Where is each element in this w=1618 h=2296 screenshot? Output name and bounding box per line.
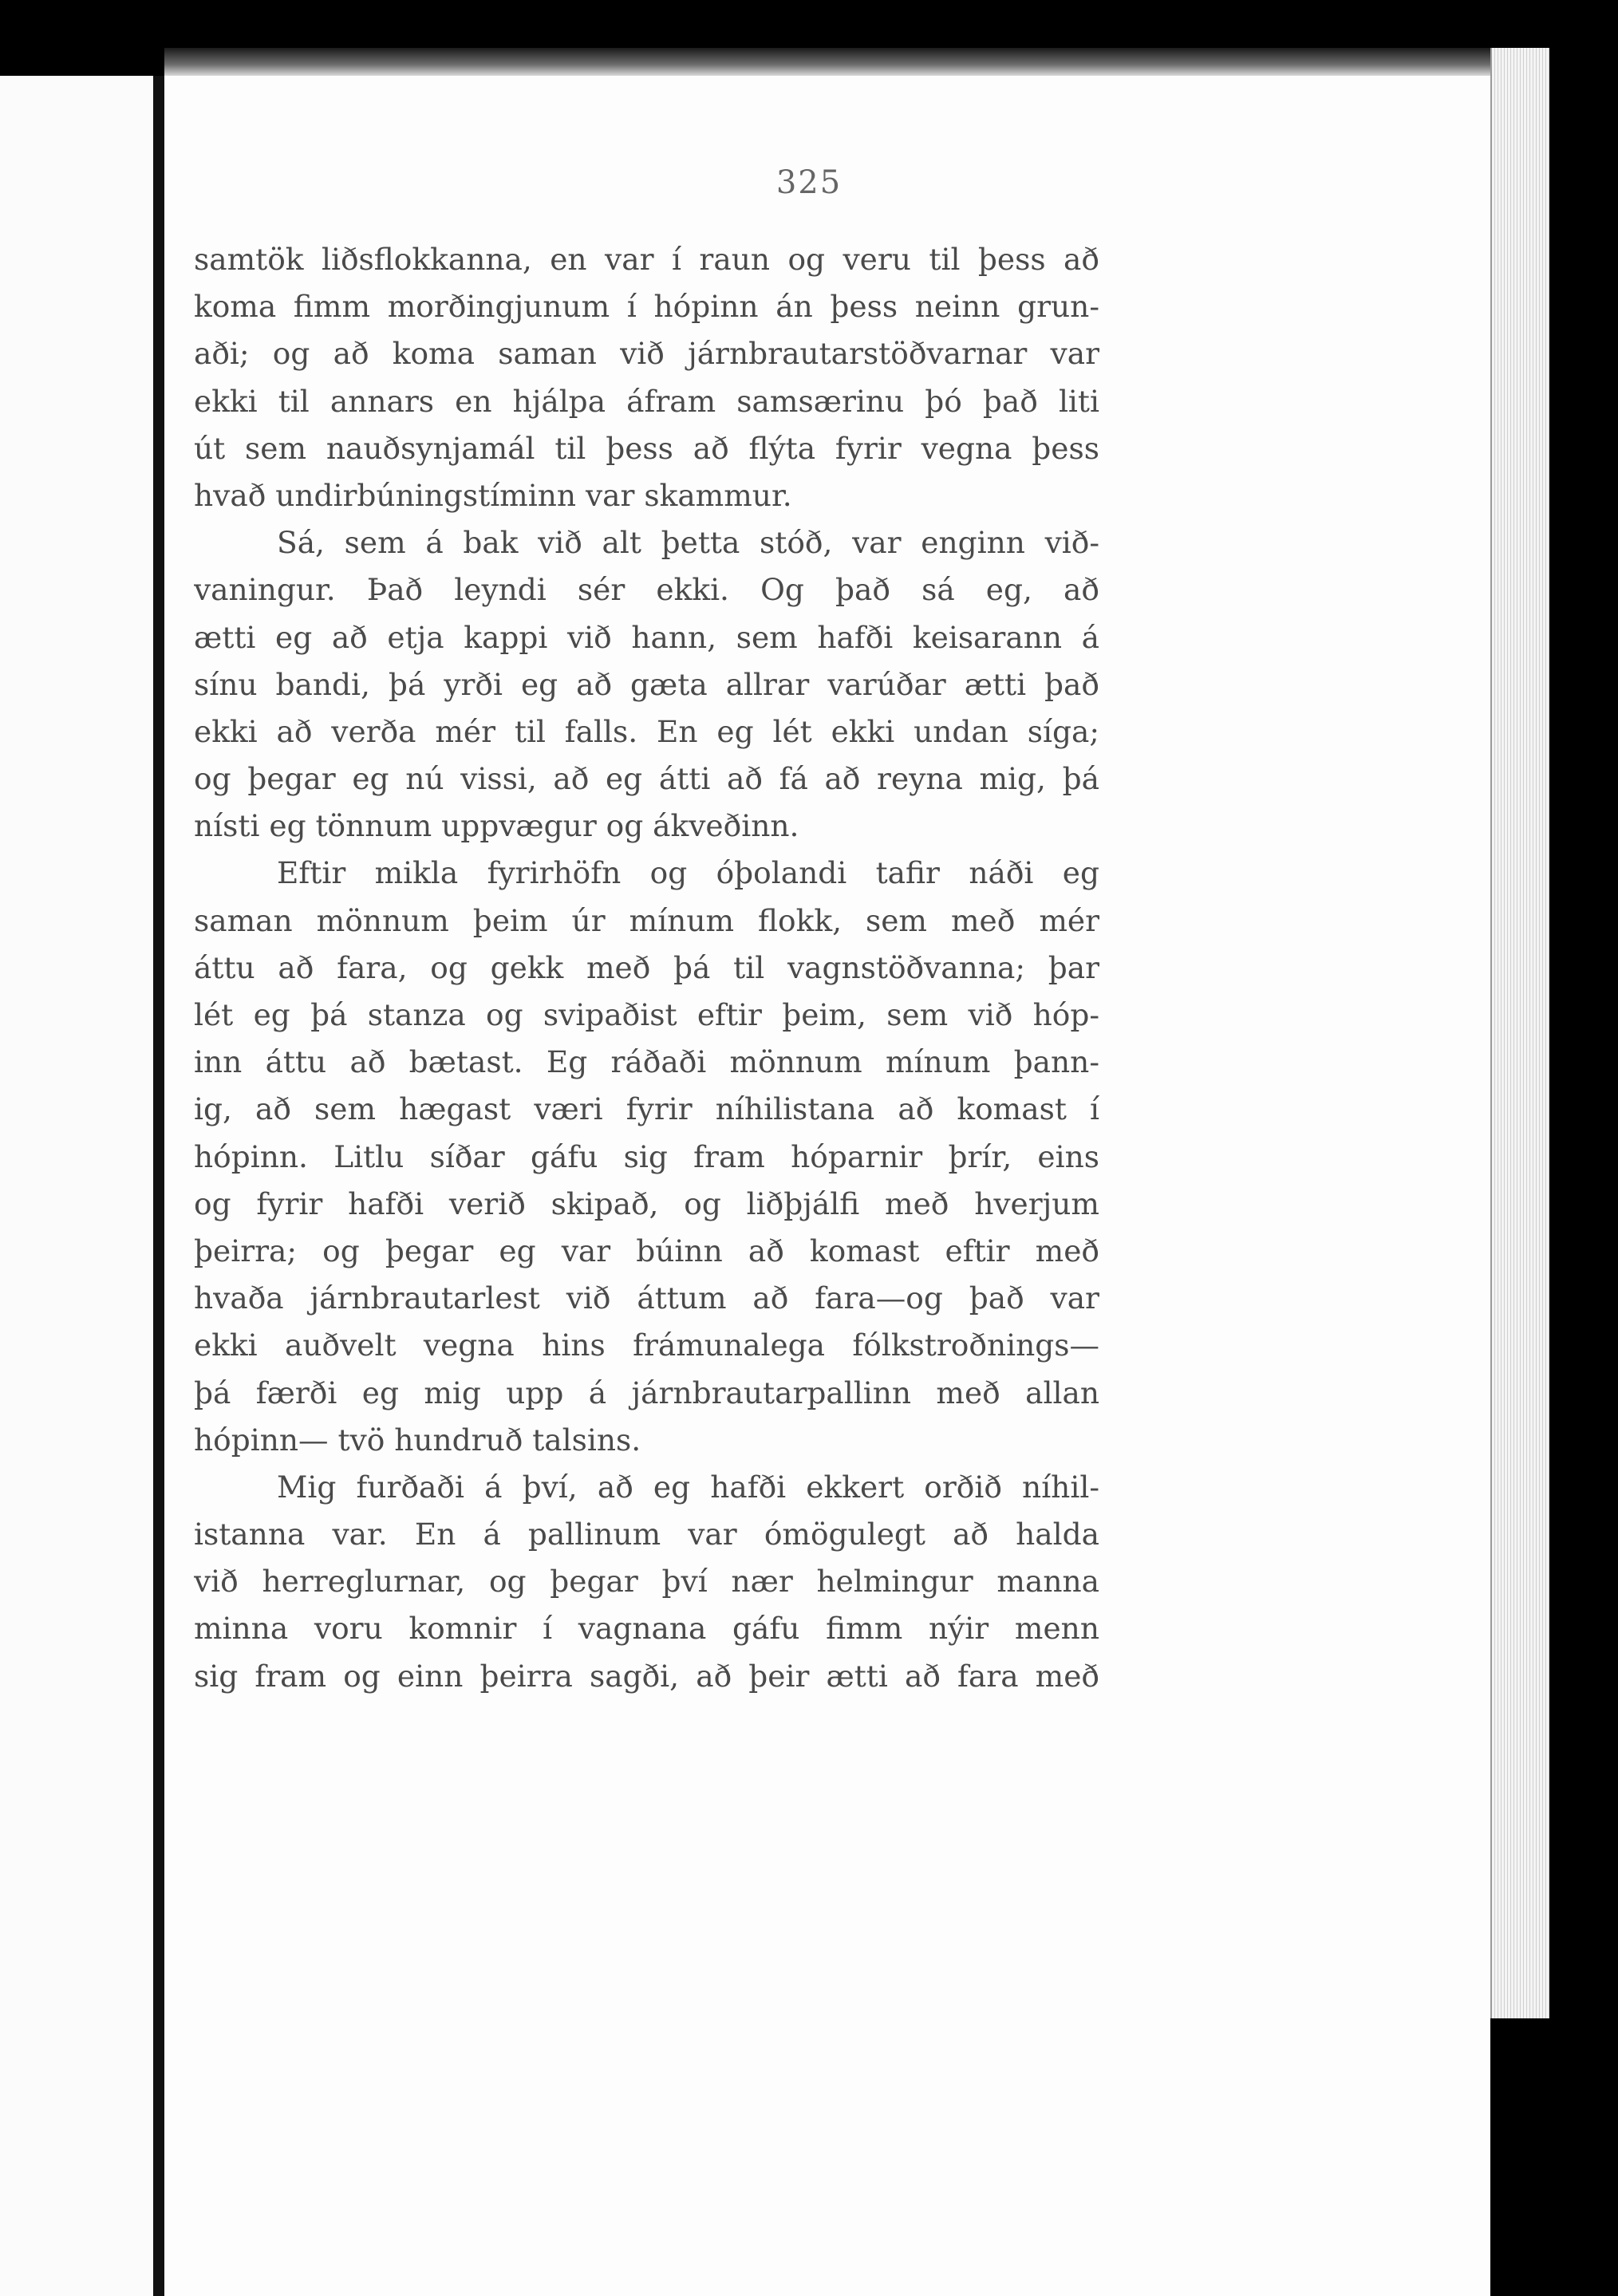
text-line: út sem nauðsynjamál til þess að flýta fyrir vegna þess bbox=[194, 430, 1099, 466]
text-line: og fyrir hafði verið skipað, og liðþjálfi með hverjum bbox=[194, 1185, 1099, 1221]
text-line: hvaða járnbrautarlest við áttum að fara—og það var bbox=[194, 1280, 1099, 1316]
text-line: sig fram og einn þeirra sagði, að þeir ætti að fara með bbox=[194, 1658, 1099, 1694]
text-line: Eftir mikla fyrirhöfn og óþolandi tafir náði eg bbox=[277, 855, 1099, 891]
text-line: og þegar eg nú vissi, að eg átti að fá að reyna mig, þá bbox=[194, 761, 1099, 797]
text-line: istanna var. En á pallinum var ómögulegt að halda bbox=[194, 1517, 1099, 1552]
text-line: Sá, sem á bak við alt þetta stóð, var enginn við- bbox=[277, 525, 1099, 561]
text-line: minna voru komnir í vagnana gáfu fimm nýir menn bbox=[194, 1611, 1099, 1647]
text-line: Mig furðaði á því, að eg hafði ekkert orðið níhil- bbox=[277, 1469, 1099, 1505]
text-line: vaningur. Það leyndi sér ekki. Og það sá eg, að bbox=[194, 572, 1099, 608]
left-page-edge bbox=[0, 76, 153, 2296]
book-gutter bbox=[153, 76, 164, 2296]
text-line: hópinn. Litlu síðar gáfu sig fram hóparnir þrír, eins bbox=[194, 1138, 1099, 1174]
text-line: samtök liðsflokkanna, en var í raun og veru til þess að bbox=[194, 242, 1099, 277]
page-edges bbox=[1490, 48, 1549, 2018]
page-number: 325 bbox=[775, 164, 843, 201]
text-line: nísti eg tönnum uppvægur og ákveðinn. bbox=[194, 808, 799, 844]
text-line: áttu að fara, og gekk með þá til vagnstöðvanna; þar bbox=[194, 949, 1099, 985]
text-line: ig, að sem hægast væri fyrir níhilistana að komast í bbox=[194, 1091, 1099, 1127]
body-text bbox=[194, 236, 1099, 1700]
text-line: aði; og að koma saman við járnbrautarstöðvarnar var bbox=[194, 336, 1099, 372]
text-line: þá færði eg mig upp á járnbrautarpallinn með allan bbox=[194, 1375, 1099, 1410]
text-line: sínu bandi, þá yrði eg að gæta allrar varúðar ætti það bbox=[194, 666, 1099, 702]
book-top-edge bbox=[164, 48, 1548, 76]
text-line: saman mönnum þeim úr mínum flokk, sem með mér bbox=[194, 902, 1099, 938]
text-line: koma fimm morðingjunum í hópinn án þess neinn grun- bbox=[194, 289, 1099, 325]
text-line: hópinn— tvö hundruð talsins. bbox=[194, 1422, 641, 1458]
text-line: ekki auðvelt vegna hins frámunalega fólkstroðnings— bbox=[194, 1327, 1099, 1363]
text-line: þeirra; og þegar eg var búinn að komast eftir með bbox=[194, 1233, 1099, 1268]
text-line: ætti eg að etja kappi við hann, sem hafði keisarann á bbox=[194, 619, 1099, 655]
text-line: inn áttu að bætast. Eg ráðaði mönnum mínum þann- bbox=[194, 1044, 1099, 1080]
text-line: ekki til annars en hjálpa áfram samsærinu þó það liti bbox=[194, 383, 1099, 419]
text-line: hvað undirbúningstíminn var skammur. bbox=[194, 477, 792, 513]
text-line: lét eg þá stanza og svipaðist eftir þeim, sem við hóp- bbox=[194, 997, 1099, 1032]
text-line: við herreglurnar, og þegar því nær helmingur manna bbox=[194, 1564, 1099, 1600]
text-line: ekki að verða mér til falls. En eg lét ekki undan síga; bbox=[194, 713, 1099, 749]
